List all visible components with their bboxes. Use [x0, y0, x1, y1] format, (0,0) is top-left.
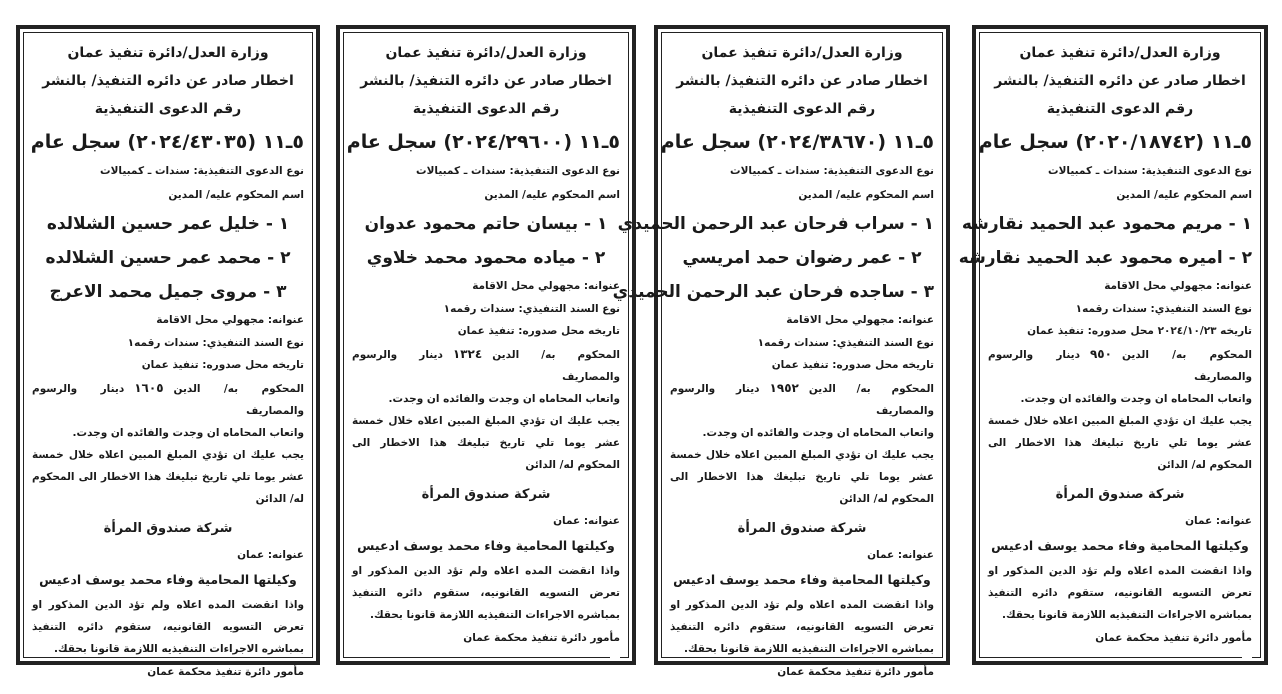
debtor-label: اسم المحكوم عليه/ المدين [484, 189, 620, 201]
signature-footer: مأمور دائرة تنفيذ محكمة عمان [1095, 632, 1252, 644]
amount-suffix: دينار والرسوم والمصاريف [352, 348, 620, 383]
debtor-address: عنوانه: مجهولي محل الاقامة [1104, 280, 1252, 292]
instrument-type: نوع السند التنفيذي: سندات رقمه١ [443, 302, 620, 315]
signature-footer: مأمور دائرة تنفيذ محكمة عمان [463, 632, 620, 644]
amount-line [988, 343, 1252, 388]
notice-subtitle: اخطار صادر عن دائره التنفيذ/ بالنشر [994, 73, 1246, 89]
signature-footer: مأمور دائرة تنفيذ محكمة عمان [147, 666, 304, 678]
fees-line: واتعاب المحاماه ان وجدت والفائده ان وجدت. [388, 392, 620, 405]
notice-subtitle: اخطار صادر عن دائره التنفيذ/ بالنشر [676, 73, 928, 89]
case-type: نوع الدعوى التنفيذية: سندات ـ كمبيالات [1048, 165, 1252, 177]
creditor-agent: وكيلتها المحامية وفاء محمد يوسف ادعيس [991, 538, 1249, 553]
amount-prefix: المحكوم به/ الدين [1121, 348, 1252, 361]
case-type: نوع الدعوى التنفيذية: سندات ـ كمبيالات [416, 165, 620, 177]
legal-warning: واذا انقضت المده اعلاه ولم تؤد الدين المذكور او تعرض التسويه القانونيه، ستقوم دائره التنفيذ بمباشره الاجراءات التنفيذيه اللازمة قانونا بحقك. [352, 565, 620, 621]
execution-notice [336, 25, 636, 665]
ministry-header: وزارة العدل/دائرة تنفيذ عمان [67, 45, 269, 61]
fees-line: واتعاب المحاماه ان وجدت والفائده ان وجدت. [72, 426, 304, 439]
notice-subtitle: اخطار صادر عن دائره التنفيذ/ بالنشر [42, 73, 294, 89]
debtor-label: اسم المحكوم عليه/ المدين [1116, 189, 1252, 201]
debtor-name: ١ - خليل عمر حسين الشلالده [46, 214, 290, 234]
creditor-address: عنوانه: عمان [553, 514, 620, 527]
ministry-header: وزارة العدل/دائرة تنفيذ عمان [385, 45, 587, 61]
creditor-agent: وكيلتها المحامية وفاء محمد يوسف ادعيس [39, 572, 297, 587]
amount-value: ٩٥٠ [1089, 346, 1112, 361]
case-type: نوع الدعوى التنفيذية: سندات ـ كمبيالات [730, 165, 934, 177]
debtor-name: ١ - بيسان حاتم محمود عدوان [364, 214, 608, 234]
amount-prefix: المحكوم به/ الدين [492, 348, 620, 361]
amount-prefix: المحكوم به/ الدين [173, 382, 304, 395]
case-number: ٥ـ١١ (٢٠٢٤/٣٨٦٧٠) سجل عام [660, 131, 934, 153]
issue-date-place: تاريخه محل صدوره: تنفيذ عمان [771, 359, 934, 371]
debtor-label: اسم المحكوم عليه/ المدين [168, 189, 304, 201]
amount-suffix: دينار والرسوم والمصاريف [670, 382, 934, 417]
instrument-type: نوع السند التنفيذي: سندات رقمه١ [1075, 302, 1252, 315]
amount-suffix: دينار والرسوم والمصاريف [32, 382, 304, 417]
case-number-label: رقم الدعوى التنفيذية [412, 101, 560, 117]
debtor-label: اسم المحكوم عليه/ المدين [798, 189, 934, 201]
creditor-agent: وكيلتها المحامية وفاء محمد يوسف ادعيس [673, 572, 931, 587]
creditor-company: شركة صندوق المرأة [737, 520, 867, 536]
creditor-company: شركة صندوق المرأة [1055, 486, 1185, 502]
amount-line [352, 343, 620, 388]
instrument-type: نوع السند التنفيذي: سندات رقمه١ [127, 336, 304, 349]
debtor-name: ٣ - ساجده فرحان عبد الرحمن الحميدي [612, 282, 934, 302]
notice-subtitle: اخطار صادر عن دائره التنفيذ/ بالنشر [360, 73, 612, 89]
amount-line [32, 377, 304, 422]
debtor-name: ٢ - اميره محمود عبد الحميد نقارشه [958, 248, 1252, 268]
ministry-header: وزارة العدل/دائرة تنفيذ عمان [1019, 45, 1221, 61]
creditor-address: عنوانه: عمان [867, 548, 934, 561]
debtor-name: ١ - سراب فرحان عبد الرحمن الحميدي [617, 214, 934, 234]
payment-demand: يجب عليك ان تؤدي المبلغ المبين اعلاه خلال خمسة عشر يوما تلي تاريخ تبليغك هذا الاخطار الى المحكوم له/ الدائن [32, 448, 304, 505]
legal-warning: واذا انقضت المده اعلاه ولم تؤد الدين المذكور او تعرض التسويه القانونيه، ستقوم دائره التنفيذ بمباشره الاجراءات التنفيذيه اللازمة قانونا بحقك. [988, 565, 1252, 621]
execution-notice [16, 25, 320, 678]
debtor-name: ١ - مريم محمود عبد الحميد نقارشه [961, 214, 1252, 234]
creditor-address: عنوانه: عمان [1185, 514, 1252, 527]
case-number-label: رقم الدعوى التنفيذية [1046, 101, 1194, 117]
execution-notice [958, 25, 1268, 665]
amount-value: ١٣٢٤ [452, 346, 483, 361]
debtor-name: ٢ - عمر رضوان حمد امريسي [682, 248, 922, 268]
payment-demand: يجب عليك ان تؤدي المبلغ المبين اعلاه خلال خمسة عشر يوما تلي تاريخ تبليغك هذا الاخطار الى المحكوم له/ الدائن [988, 414, 1252, 471]
legal-warning: واذا انقضت المده اعلاه ولم تؤد الدين المذكور او تعرض التسويه القانونيه، ستقوم دائره التنفيذ بمباشره الاجراءات التنفيذيه اللازمة قانونا بحقك. [670, 599, 934, 655]
fees-line: واتعاب المحاماه ان وجدت والفائده ان وجدت. [702, 426, 934, 439]
debtor-address: عنوانه: مجهولي محل الاقامة [156, 314, 304, 326]
case-type: نوع الدعوى التنفيذية: سندات ـ كمبيالات [100, 165, 304, 177]
case-number-label: رقم الدعوى التنفيذية [94, 101, 242, 117]
payment-demand: يجب عليك ان تؤدي المبلغ المبين اعلاه خلال خمسة عشر يوما تلي تاريخ تبليغك هذا الاخطار الى المحكوم له/ الدائن [352, 414, 620, 471]
issue-date-place: تاريخه ٢٠٢٤/١٠/٢٣ محل صدوره: تنفيذ عمان [1027, 325, 1252, 337]
ministry-header: وزارة العدل/دائرة تنفيذ عمان [701, 45, 903, 61]
case-number: ٥ـ١١ (٢٠٢٠/١٨٧٤٢) سجل عام [978, 131, 1252, 153]
amount-prefix: المحكوم به/ الدين [808, 382, 934, 395]
creditor-agent: وكيلتها المحامية وفاء محمد يوسف ادعيس [357, 538, 615, 553]
creditor-address: عنوانه: عمان [237, 548, 304, 561]
issue-date-place: تاريخه محل صدوره: تنفيذ عمان [457, 325, 620, 337]
creditor-company: شركة صندوق المرأة [103, 520, 233, 536]
amount-value: ١٦٠٥ [134, 380, 164, 395]
instrument-type: نوع السند التنفيذي: سندات رقمه١ [757, 336, 934, 349]
signature-footer: مأمور دائرة تنفيذ محكمة عمان [777, 666, 934, 678]
debtor-address: عنوانه: مجهولي محل الاقامة [786, 314, 934, 326]
issue-date-place: تاريخه محل صدوره: تنفيذ عمان [141, 359, 304, 371]
amount-line [670, 377, 934, 422]
debtor-name: ٢ - محمد عمر حسين الشلالده [45, 248, 291, 268]
execution-notice [612, 25, 950, 678]
case-number-label: رقم الدعوى التنفيذية [728, 101, 876, 117]
case-number: ٥ـ١١ (٢٠٢٤/٤٣٠٣٥) سجل عام [30, 131, 304, 153]
amount-suffix: دينار والرسوم والمصاريف [988, 348, 1252, 383]
case-number: ٥ـ١١ (٢٠٢٤/٢٩٦٠٠) سجل عام [346, 131, 620, 153]
debtor-name: ٢ - مياده محمود محمد خلاوي [366, 248, 606, 268]
creditor-company: شركة صندوق المرأة [421, 486, 551, 502]
debtor-name: ٣ - مروى جميل محمد الاعرج [49, 282, 287, 302]
payment-demand: يجب عليك ان تؤدي المبلغ المبين اعلاه خلال خمسة عشر يوما تلي تاريخ تبليغك هذا الاخطار الى المحكوم له/ الدائن [670, 448, 934, 505]
amount-value: ١٩٥٢ [769, 380, 799, 395]
debtor-address: عنوانه: مجهولي محل الاقامة [472, 280, 620, 292]
fees-line: واتعاب المحاماه ان وجدت والفائده ان وجدت. [1020, 392, 1252, 405]
legal-warning: واذا انقضت المده اعلاه ولم تؤد الدين المذكور او تعرض التسويه القانونيه، ستقوم دائره التنفيذ بمباشره الاجراءات التنفيذيه اللازمة قانونا بحقك. [32, 599, 304, 655]
